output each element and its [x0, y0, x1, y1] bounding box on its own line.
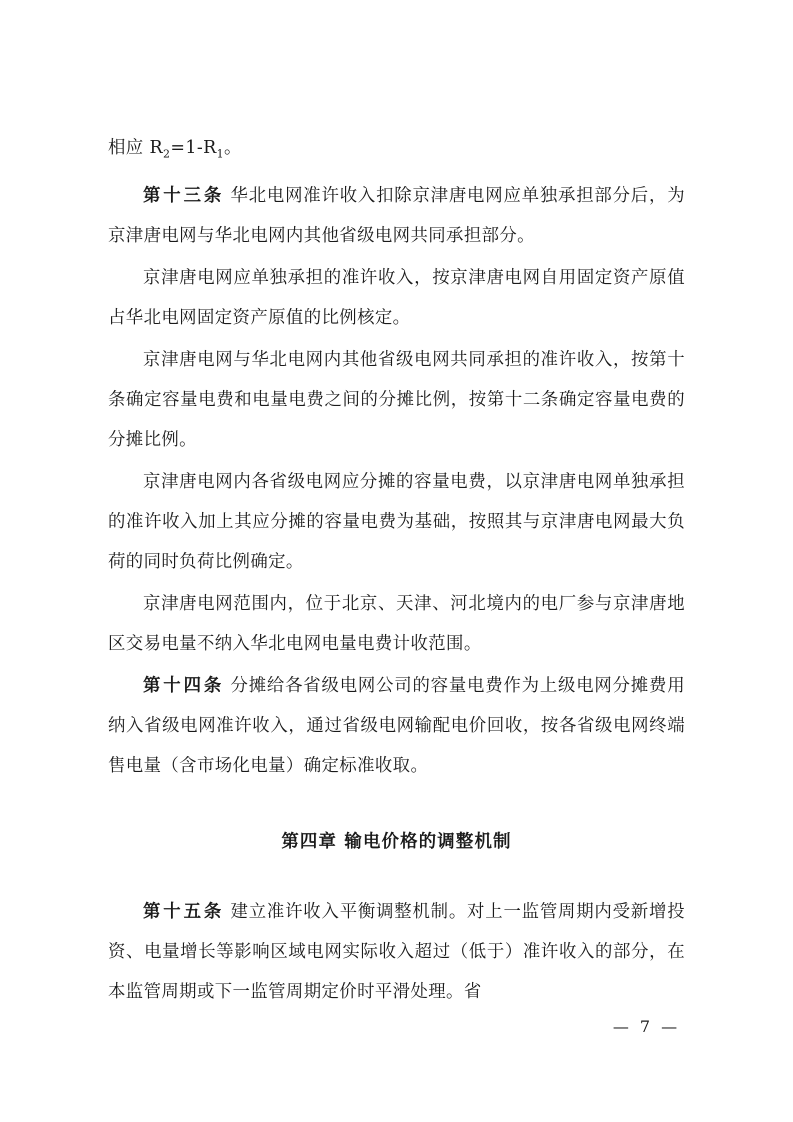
chapter-4-heading: 第四章 输电价格的调整机制 [281, 832, 512, 853]
paragraph-5: 京津唐电网范围内，位于北京、天津、河北境内的电厂参与京津唐地区交易电量不纳入华北电网电量电费计收范围。 [108, 594, 685, 655]
article-15 [108, 892, 685, 1012]
formula-middle: =1-R [170, 138, 217, 158]
paragraph-3: 京津唐电网与华北电网内其他省级电网共同承担的准许收入，按第十条确定容量电费和电量电费之间的分摊比例，按第十二条确定容量电费的分摊比例。 [108, 350, 685, 451]
formula-subscript-2: 2 [163, 147, 171, 161]
formula-prefix: 相应 [108, 138, 150, 158]
article-14-text: 分摊给各省级电网公司的容量电费作为上级电网分摊费用纳入省级电网准许收入，通过省级电网输配电价回收，按各省级电网终端售电量（含市场化电量）确定标准收取。 [108, 676, 685, 777]
formula-r-main: R [149, 138, 164, 158]
article-13 [108, 176, 685, 256]
page-number [0, 1017, 793, 1036]
page-number-value: — 7 — [612, 1017, 681, 1036]
paragraph-formula [108, 128, 685, 174]
article-13-label: 第十三条 [143, 186, 225, 207]
document-body [108, 128, 685, 1012]
article-15-text: 建立准许收入平衡调整机制。对上一监管周期内受新增投资、电量增长等影响区域电网实际收入超过（低于）准许收入的部分，在本监管周期或下一监管周期定价时平滑处理。省 [108, 902, 685, 1003]
article-14-label: 第十四条 [143, 676, 225, 697]
formula-terminator: 。 [224, 138, 242, 158]
formula-subscript-1: 1 [216, 147, 225, 161]
article-15-label: 第十五条 [143, 902, 225, 923]
article-14 [108, 666, 685, 786]
article-13-text: 华北电网准许收入扣除京津唐电网应单独承担部分后，为京津唐电网与华北电网内其他省级电网共同承担部分。 [108, 186, 685, 247]
paragraph-4: 京津唐电网内各省级电网应分摊的容量电费，以京津唐电网单独承担的准许收入加上其应分摊的容量电费为基础，按照其与京津唐电网最大负荷的同时负荷比例确定。 [108, 472, 685, 573]
paragraph-2: 京津唐电网应单独承担的准许收入，按京津唐电网自用固定资产原值占华北电网固定资产原值的比例核定。 [108, 268, 685, 329]
